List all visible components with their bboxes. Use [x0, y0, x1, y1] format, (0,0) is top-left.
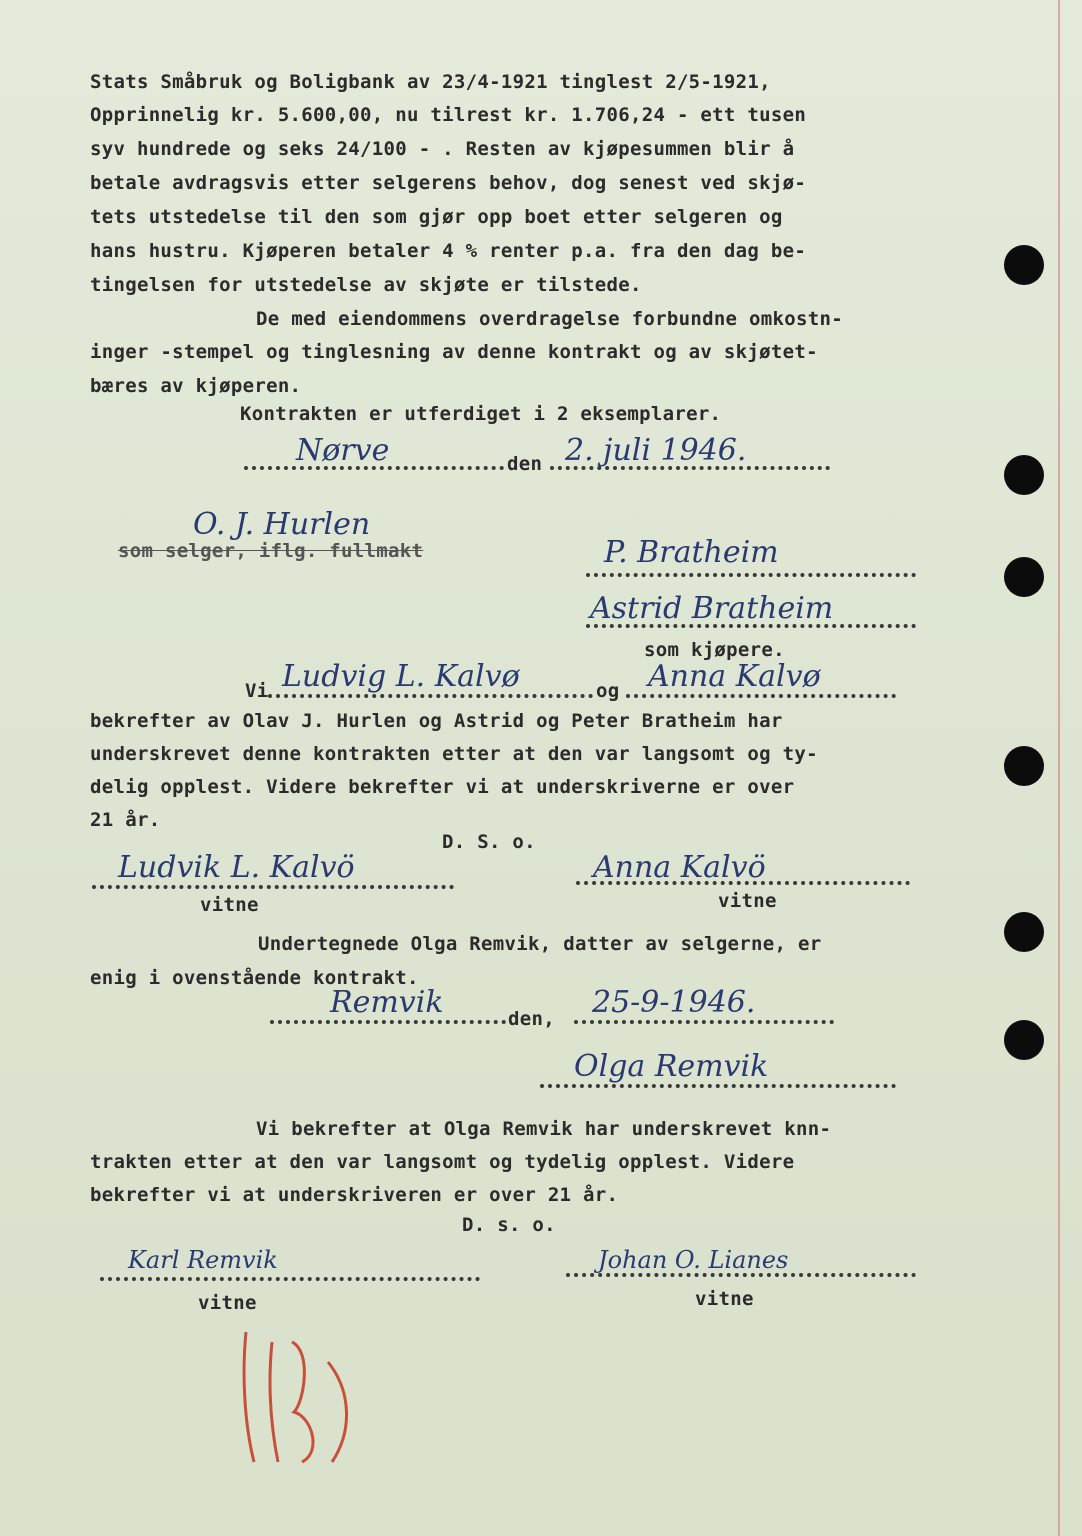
dso-label-2: D. s. o. [462, 1214, 556, 1236]
confirm-line: Vi bekrefter at Olga Remvik har underskrevet knn- [256, 1118, 832, 1140]
seller-label: som selger, iflg. fullmakt [118, 540, 424, 562]
witness-line: bekrefter av Olav J. Hurlen og Astrid og Peter Bratheim har [90, 710, 783, 732]
olga-signature: Olga Remvik [574, 1049, 769, 1084]
red-pencil-mark [232, 1322, 372, 1472]
witness-line: 21 år. [90, 809, 161, 831]
body-line: hans hustru. Kjøperen betaler 4 % renter p.a. fra den dag be- [90, 240, 807, 262]
buyers-label: som kjøpere. [644, 639, 785, 661]
witness-signature-3: Ludvik L. Kalvö [118, 850, 355, 885]
vi-label: Vi [245, 680, 269, 702]
witness-signature-4: Anna Kalvö [593, 850, 766, 885]
handwritten-date: 2. juli 1946. [565, 433, 747, 468]
dotted-line [270, 1020, 506, 1024]
og-label: og [596, 680, 620, 702]
punch-hole [1004, 455, 1044, 495]
dotted-line [586, 573, 916, 577]
witness-signature-2: Anna Kalvø [648, 659, 821, 694]
body-line: De med eiendommens overdragelse forbundne omkostn- [256, 308, 843, 330]
dotted-line [576, 881, 910, 885]
body-line: inger -stempel og tinglesning av denne kontrakt og av skjøtet- [90, 341, 818, 363]
witness-signature-1: Ludvig L. Kalvø [282, 659, 520, 694]
punch-hole [1004, 1020, 1044, 1060]
witness-line: delig opplest. Videre bekrefter vi at underskriverne er over [90, 776, 795, 798]
body-line: tingelsen for utstedelse av skjøte er tilstede. [90, 274, 642, 296]
body-line: Stats Småbruk og Boligbank av 23/4-1921 tinglest 2/5-1921, [90, 71, 771, 93]
dotted-line [92, 885, 454, 889]
dotted-line [626, 694, 896, 698]
handwritten-date-2: 25-9-1946. [592, 985, 756, 1020]
handwritten-place: Nørve [296, 433, 390, 468]
body-line: bæres av kjøperen. [90, 375, 302, 397]
dotted-line [550, 466, 830, 470]
confirm-line: trakten etter at den var langsomt og tydelig opplest. Videre [90, 1151, 795, 1173]
witness-label: vitne [200, 894, 259, 916]
dotted-line [586, 624, 916, 628]
dotted-line [100, 1277, 480, 1281]
olga-line: enig i ovenstående kontrakt. [90, 967, 419, 989]
dotted-line [566, 1273, 916, 1277]
witness-label: vitne [198, 1292, 257, 1314]
dso-label: D. S. o. [442, 831, 536, 853]
olga-line: Undertegnede Olga Remvik, datter av selgerne, er [258, 933, 822, 955]
body-line: Kontrakten er utferdiget i 2 eksemplarer. [240, 403, 722, 425]
witness-line: underskrevet denne kontrakten etter at den var langsomt og ty- [90, 743, 818, 765]
buyer-signature-1: P. Bratheim [604, 535, 779, 570]
margin-line [1058, 0, 1060, 1536]
punch-hole [1004, 245, 1044, 285]
punch-hole [1004, 557, 1044, 597]
buyer-signature-2: Astrid Bratheim [590, 591, 834, 626]
dotted-line [244, 466, 504, 470]
witness-signature-5: Karl Remvik [128, 1246, 278, 1274]
dotted-line [574, 1020, 834, 1024]
handwritten-place-2: Remvik [330, 985, 444, 1020]
den-label-2: den, [508, 1008, 555, 1030]
dotted-line [540, 1084, 896, 1088]
punch-hole [1004, 912, 1044, 952]
body-line: tets utstedelse til den som gjør opp boet etter selgeren og [90, 206, 783, 228]
body-line: syv hundrede og seks 24/100 - . Resten av kjøpesummen blir å [90, 138, 795, 160]
punch-hole [1004, 746, 1044, 786]
witness-signature-6: Johan O. Lianes [598, 1246, 789, 1274]
body-line: Opprinnelig kr. 5.600,00, nu tilrest kr. 1.706,24 - ett tusen [90, 104, 807, 126]
witness-label: vitne [695, 1288, 754, 1310]
dotted-line [268, 694, 593, 698]
body-line: betale avdragsvis etter selgerens behov, dog senest ved skjø- [90, 172, 807, 194]
seller-signature: O. J. Hurlen [193, 507, 371, 542]
den-label: den [507, 453, 543, 475]
confirm-line: bekrefter vi at underskriveren er over 21 år. [90, 1184, 619, 1206]
witness-label: vitne [718, 890, 777, 912]
